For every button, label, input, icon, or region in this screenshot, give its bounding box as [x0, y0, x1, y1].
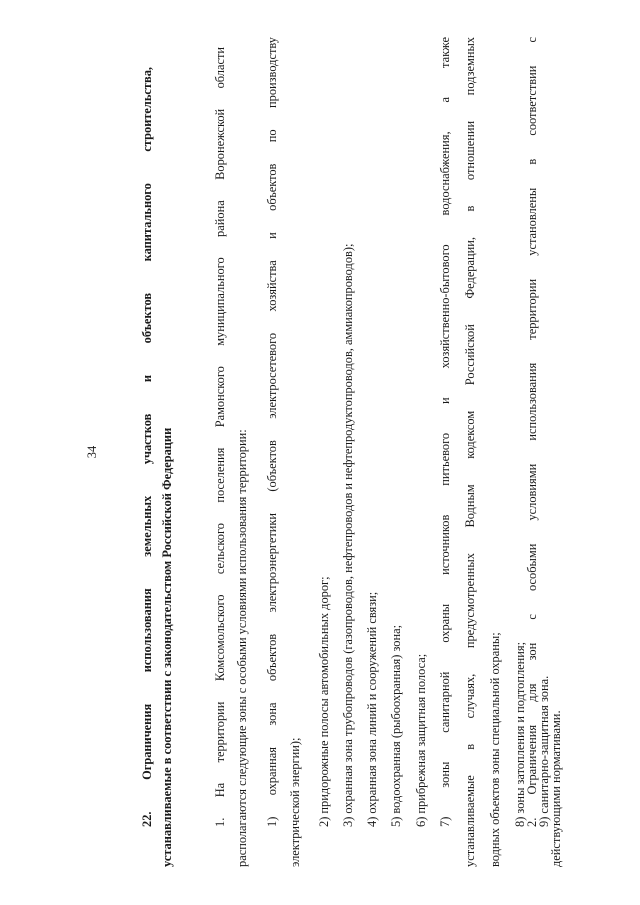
list-item-7-line-3: водных объектов зоны специальной охраны; [488, 632, 502, 867]
section-heading-line-2: устанавливаемые в соответствии с законодательством Российской Федерации [160, 427, 174, 867]
paragraph-2-line-1: 2. Ограничения для зон с особыми условиями использования территории установлены в соответствии с [525, 37, 539, 827]
list-item-7-line-1: 7) зоны санитарной охраны источников питьевого и хозяйственно-бытового водоснабжения, а также [438, 37, 452, 827]
page-number: 34 [85, 445, 99, 459]
list-item-2: 2) придорожные полосы автомобильных дорог; [317, 576, 331, 827]
list-item-1-line-1: 1) охранная зона объектов электроэнергетики (объектов электросетевого хозяйства и объектов по производству [265, 37, 279, 827]
list-item-5: 5) водоохранная (рыбоохранная) зона; [389, 624, 403, 827]
paragraph-2-line-2: действующими нормативами. [549, 710, 563, 867]
list-item-8: 8) зоны затопления и подтопления; [513, 641, 527, 827]
list-item-6: 6) прибрежная защитная полоса; [414, 653, 428, 827]
rotated-content [85, 37, 555, 867]
list-item-3: 3) охранная зона трубопроводов (газопроводов, нефтепроводов и нефтепродуктопроводов, аммиакопроводов); [341, 243, 355, 827]
list-item-7-line-2: устанавливаемые в случаях, предусмотренных Водным кодексом Российской Федерации, в отношении подземных [463, 37, 477, 867]
paragraph-1-line-2: располагаются следующие зоны с особыми условиями использования территории: [235, 429, 249, 867]
section-heading-line-1: 22. Ограничения использования земельных участков и объектов капитального строительства, [140, 67, 154, 827]
rotated-content-2 [525, 37, 565, 867]
list-item-4: 4) охранная зона линий и сооружений связи; [365, 591, 379, 827]
list-item-9: 9) санитарно-защитная зона. [537, 675, 551, 827]
paragraph-1-line-1: 1. На территории Комсомольского сельского поселения Рамонского муниципального района Воронежской области [213, 47, 227, 827]
list-item-1-line-2: электрической энергии); [288, 737, 302, 867]
